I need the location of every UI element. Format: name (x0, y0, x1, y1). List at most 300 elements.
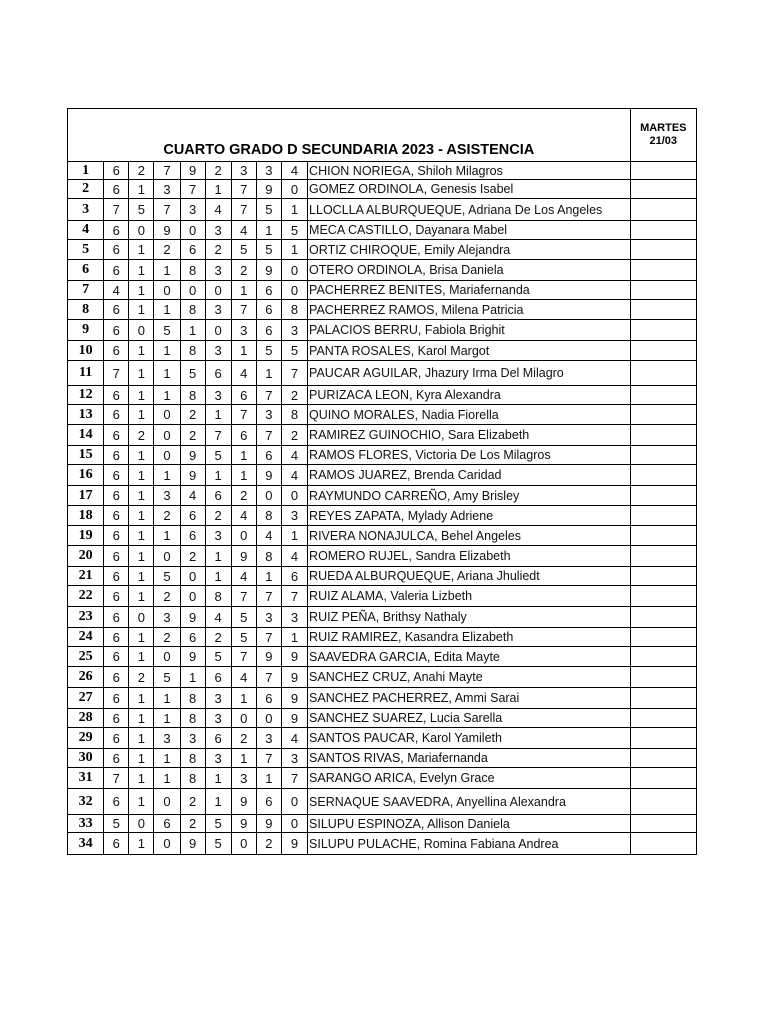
code-digit: 1 (231, 446, 256, 465)
code-digit: 1 (205, 180, 231, 199)
attendance-cell[interactable] (630, 667, 696, 688)
table-row (68, 199, 697, 221)
code-digit: 2 (205, 162, 231, 180)
code-digit: 1 (129, 361, 154, 386)
student-given-names: Shiloh Milagros (417, 163, 503, 178)
student-name (308, 281, 631, 300)
attendance-cell[interactable] (630, 320, 696, 341)
student-given-names: Anyellina Alexandra (456, 794, 566, 809)
code-digit: 9 (281, 688, 307, 709)
attendance-cell[interactable] (630, 688, 696, 709)
code-digit: 1 (129, 240, 154, 260)
attendance-cell[interactable] (630, 486, 696, 506)
attendance-cell[interactable] (630, 281, 696, 300)
student-name (308, 465, 631, 486)
code-digit: 5 (205, 815, 231, 833)
row-number: 7 (68, 281, 104, 300)
row-number: 28 (68, 709, 104, 728)
student-given-names: Edita Mayte (433, 649, 500, 664)
code-digit: 6 (281, 567, 307, 586)
student-name (308, 180, 631, 199)
code-digit: 7 (154, 162, 180, 180)
table-row (68, 506, 697, 526)
table-row (68, 240, 697, 260)
table-row (68, 728, 697, 749)
student-surname: RAMOS JUAREZ (309, 468, 407, 482)
code-digit: 5 (154, 320, 180, 341)
code-digit: 6 (180, 628, 205, 647)
code-digit: 1 (129, 341, 154, 361)
student-name (308, 728, 631, 749)
code-digit: 0 (256, 709, 281, 728)
name-separator: , (449, 794, 457, 809)
date-column-header (630, 109, 696, 162)
attendance-table (67, 108, 697, 855)
code-digit: 6 (104, 789, 129, 815)
code-digit: 0 (180, 567, 205, 586)
attendance-cell[interactable] (630, 386, 696, 405)
code-digit: 1 (154, 361, 180, 386)
student-name (308, 628, 631, 647)
code-digit: 7 (256, 667, 281, 688)
code-digit: 0 (154, 281, 180, 300)
attendance-cell[interactable] (630, 341, 696, 361)
code-digit: 7 (256, 628, 281, 647)
attendance-cell[interactable] (630, 628, 696, 647)
student-given-names: Valeria Lizbeth (390, 589, 473, 603)
code-digit: 0 (180, 586, 205, 607)
row-number: 30 (68, 749, 104, 768)
code-digit: 6 (104, 180, 129, 199)
code-digit: 5 (256, 341, 281, 361)
attendance-cell[interactable] (630, 180, 696, 199)
attendance-cell[interactable] (630, 162, 696, 180)
code-digit: 0 (154, 405, 180, 425)
table-row (68, 341, 697, 361)
attendance-cell[interactable] (630, 546, 696, 567)
code-digit: 9 (256, 465, 281, 486)
code-digit: 5 (154, 667, 180, 688)
name-separator: , (406, 468, 414, 482)
code-digit: 1 (129, 506, 154, 526)
code-digit: 0 (231, 833, 256, 855)
attendance-cell[interactable] (630, 361, 696, 386)
student-name (308, 789, 631, 815)
code-digit: 0 (154, 647, 180, 667)
student-surname: PACHERREZ BENITES (309, 283, 443, 297)
student-surname: PURIZACA LEON (309, 388, 410, 402)
name-separator: , (408, 448, 416, 462)
code-digit: 1 (256, 567, 281, 586)
code-digit: 3 (205, 749, 231, 768)
row-number: 2 (68, 180, 104, 199)
row-number: 4 (68, 221, 104, 240)
attendance-cell[interactable] (630, 506, 696, 526)
code-digit: 6 (104, 688, 129, 709)
code-digit: 2 (205, 628, 231, 647)
name-separator: , (447, 488, 454, 503)
code-digit: 3 (231, 162, 256, 180)
code-digit: 5 (205, 446, 231, 465)
student-given-names: Allison Daniela (427, 816, 510, 831)
code-digit: 0 (129, 815, 154, 833)
code-digit: 0 (281, 260, 307, 281)
code-digit: 7 (256, 749, 281, 768)
student-surname: ORTIZ CHIROQUE (309, 242, 418, 257)
code-digit: 9 (180, 833, 205, 855)
code-digit: 8 (180, 749, 205, 768)
attendance-cell[interactable] (630, 586, 696, 607)
code-digit: 1 (256, 768, 281, 789)
code-digit: 6 (180, 526, 205, 546)
code-digit: 3 (231, 320, 256, 341)
code-digit: 5 (281, 341, 307, 361)
attendance-cell[interactable] (630, 425, 696, 446)
table-row (68, 162, 697, 180)
code-digit: 8 (180, 768, 205, 789)
attendance-cell[interactable] (630, 526, 696, 546)
attendance-cell[interactable] (630, 405, 696, 425)
code-digit: 1 (180, 667, 205, 688)
code-digit: 1 (129, 728, 154, 749)
code-digit: 6 (180, 240, 205, 260)
code-digit: 1 (129, 647, 154, 667)
code-digit: 0 (281, 815, 307, 833)
code-digit: 0 (154, 425, 180, 446)
attendance-cell[interactable] (630, 709, 696, 728)
student-given-names: Amy Brisley (453, 488, 520, 503)
student-surname: REYES ZAPATA (309, 508, 401, 523)
table-row (68, 709, 697, 728)
code-digit: 1 (129, 546, 154, 567)
code-digit: 6 (104, 607, 129, 628)
code-digit: 1 (281, 628, 307, 647)
name-separator: , (442, 283, 450, 297)
code-digit: 1 (205, 567, 231, 586)
student-surname: MECA CASTILLO (309, 223, 409, 237)
code-digit: 2 (180, 789, 205, 815)
name-separator: , (416, 836, 424, 851)
code-digit: 1 (205, 789, 231, 815)
attendance-cell[interactable] (630, 833, 696, 855)
code-digit: 4 (104, 281, 129, 300)
student-name (308, 221, 631, 240)
code-digit: 3 (256, 728, 281, 749)
attendance-cell[interactable] (630, 260, 696, 281)
code-digit: 6 (104, 709, 129, 728)
code-digit: 2 (281, 386, 307, 405)
sheet-title-text: CUARTO GRADO D SECUNDARIA 2023 - ASISTENCIA (163, 142, 535, 158)
student-surname: SANTOS RIVAS (309, 751, 401, 765)
attendance-cell[interactable] (630, 768, 696, 789)
row-number: 11 (68, 361, 104, 386)
code-digit: 1 (154, 688, 180, 709)
row-number: 34 (68, 833, 104, 855)
code-digit: 1 (129, 789, 154, 815)
code-digit: 1 (129, 180, 154, 199)
student-name (308, 199, 631, 221)
code-digit: 0 (281, 789, 307, 815)
code-digit: 1 (129, 768, 154, 789)
code-digit: 9 (231, 546, 256, 567)
student-given-names: Lucia Sarella (429, 711, 503, 725)
code-digit: 1 (281, 240, 307, 260)
code-digit: 5 (129, 199, 154, 221)
table-row (68, 320, 697, 341)
code-digit: 8 (281, 300, 307, 320)
code-digit: 1 (205, 546, 231, 567)
student-name (308, 815, 631, 833)
name-separator: , (441, 428, 448, 442)
code-digit: 8 (180, 709, 205, 728)
code-digit: 3 (256, 607, 281, 628)
code-digit: 7 (104, 361, 129, 386)
code-digit: 9 (154, 221, 180, 240)
code-digit: 1 (129, 526, 154, 546)
code-digit: 5 (180, 361, 205, 386)
table-row (68, 688, 697, 709)
name-separator: , (400, 751, 408, 765)
attendance-cell[interactable] (630, 446, 696, 465)
code-digit: 3 (180, 199, 205, 221)
row-number: 26 (68, 667, 104, 688)
name-separator: , (408, 223, 416, 237)
code-digit: 7 (104, 768, 129, 789)
student-surname: SANCHEZ PACHERREZ (309, 691, 449, 705)
code-digit: 2 (231, 260, 256, 281)
student-surname: ROMERO RUJEL (309, 549, 409, 563)
code-digit: 4 (231, 506, 256, 526)
name-separator: , (400, 508, 408, 523)
code-digit: 1 (231, 341, 256, 361)
code-digit: 6 (256, 300, 281, 320)
student-given-names: Brisa Daniela (429, 263, 504, 277)
student-given-names: Fabiola Brighit (424, 323, 505, 337)
code-digit: 3 (281, 749, 307, 768)
table-row (68, 425, 697, 446)
student-name (308, 361, 631, 386)
code-digit: 5 (231, 628, 256, 647)
name-separator: , (414, 407, 422, 422)
code-digit: 7 (231, 199, 256, 221)
row-number: 1 (68, 162, 104, 180)
code-digit: 1 (129, 628, 154, 647)
student-surname: QUINO MORALES (309, 407, 415, 422)
student-surname: SANCHEZ CRUZ (309, 670, 407, 684)
code-digit: 1 (129, 465, 154, 486)
row-number: 15 (68, 446, 104, 465)
student-given-names: Evelyn Grace (419, 771, 495, 785)
code-digit: 1 (154, 709, 180, 728)
code-digit: 5 (231, 240, 256, 260)
student-given-names: Sara Elizabeth (447, 428, 530, 442)
code-digit: 7 (231, 300, 256, 320)
student-name (308, 486, 631, 506)
name-separator: , (397, 630, 405, 644)
code-digit: 6 (104, 667, 129, 688)
code-digit: 1 (256, 221, 281, 240)
code-digit: 1 (129, 749, 154, 768)
table-row (68, 607, 697, 628)
code-digit: 5 (256, 240, 281, 260)
code-digit: 6 (104, 446, 129, 465)
table-row (68, 586, 697, 607)
code-digit: 0 (129, 320, 154, 341)
table-row (68, 833, 697, 855)
code-digit: 1 (129, 300, 154, 320)
code-digit: 8 (256, 506, 281, 526)
code-digit: 7 (256, 386, 281, 405)
code-digit: 7 (180, 180, 205, 199)
attendance-cell[interactable] (630, 647, 696, 667)
code-digit: 4 (281, 728, 307, 749)
table-row (68, 815, 697, 833)
attendance-cell[interactable] (630, 728, 696, 749)
code-digit: 1 (129, 386, 154, 405)
code-digit: 1 (231, 465, 256, 486)
code-digit: 1 (129, 688, 154, 709)
code-digit: 2 (180, 546, 205, 567)
table-row (68, 486, 697, 506)
name-separator: , (461, 202, 469, 217)
code-digit: 9 (256, 180, 281, 199)
row-number: 13 (68, 405, 104, 425)
code-digit: 6 (104, 546, 129, 567)
code-digit: 2 (129, 425, 154, 446)
student-surname: SAAVEDRA GARCIA (309, 649, 427, 664)
student-name (308, 425, 631, 446)
code-digit: 1 (281, 526, 307, 546)
attendance-cell[interactable] (630, 300, 696, 320)
code-digit: 7 (281, 768, 307, 789)
row-number: 17 (68, 486, 104, 506)
student-given-names: Adriana De Los Angeles (468, 202, 603, 217)
code-digit: 6 (104, 386, 129, 405)
student-name (308, 607, 631, 628)
student-name (308, 446, 631, 465)
row-number: 9 (68, 320, 104, 341)
code-digit: 6 (256, 688, 281, 709)
table-row (68, 667, 697, 688)
code-digit: 6 (205, 728, 231, 749)
code-digit: 3 (154, 180, 180, 199)
code-digit: 2 (154, 506, 180, 526)
code-digit: 1 (154, 300, 180, 320)
name-separator: , (420, 816, 428, 831)
code-digit: 3 (205, 386, 231, 405)
code-digit: 6 (104, 260, 129, 281)
code-digit: 6 (104, 162, 129, 180)
student-given-names: Mariafernanda (407, 751, 488, 765)
code-digit: 0 (154, 833, 180, 855)
attendance-cell[interactable] (630, 607, 696, 628)
name-separator: , (375, 610, 383, 624)
code-digit: 1 (129, 486, 154, 506)
attendance-cell[interactable] (630, 789, 696, 815)
code-digit: 1 (281, 199, 307, 221)
sheet-title (68, 109, 631, 162)
table-row (68, 405, 697, 425)
code-digit: 3 (281, 320, 307, 341)
student-given-names: Ariana Jhuliedt (457, 569, 540, 583)
student-name (308, 749, 631, 768)
code-digit: 9 (256, 647, 281, 667)
code-digit: 7 (231, 647, 256, 667)
student-given-names: Victoria De Los Milagros (415, 448, 551, 462)
code-digit: 3 (256, 405, 281, 425)
student-surname: LLOCLLA ALBURQUEQUE (309, 202, 462, 217)
code-digit: 3 (205, 709, 231, 728)
code-digit: 6 (205, 361, 231, 386)
table-row (68, 749, 697, 768)
table-row (68, 647, 697, 667)
code-digit: 0 (231, 709, 256, 728)
name-separator: , (448, 691, 455, 705)
code-digit: 3 (231, 768, 256, 789)
table-row (68, 465, 697, 486)
name-separator: , (434, 528, 442, 543)
row-number: 24 (68, 628, 104, 647)
row-number: 27 (68, 688, 104, 709)
code-digit: 5 (256, 199, 281, 221)
code-digit: 3 (205, 526, 231, 546)
code-digit: 1 (129, 833, 154, 855)
code-digit: 1 (256, 361, 281, 386)
code-digit: 6 (205, 667, 231, 688)
code-digit: 8 (180, 341, 205, 361)
row-number: 25 (68, 647, 104, 667)
student-name (308, 300, 631, 320)
row-number: 3 (68, 199, 104, 221)
code-digit: 1 (129, 260, 154, 281)
code-digit: 5 (205, 833, 231, 855)
header-row (68, 109, 697, 162)
code-digit: 6 (231, 425, 256, 446)
student-name (308, 240, 631, 260)
code-digit: 6 (104, 486, 129, 506)
attendance-cell[interactable] (630, 815, 696, 833)
attendance-cell[interactable] (630, 199, 696, 221)
code-digit: 0 (205, 281, 231, 300)
code-digit: 1 (154, 386, 180, 405)
code-digit: 1 (129, 446, 154, 465)
code-digit: 1 (154, 260, 180, 281)
attendance-cell[interactable] (630, 221, 696, 240)
student-surname: RUIZ RAMIREZ (309, 630, 398, 644)
student-given-names: Karol Yamileth (421, 731, 502, 745)
code-digit: 3 (281, 506, 307, 526)
attendance-cell[interactable] (630, 465, 696, 486)
attendance-cell[interactable] (630, 749, 696, 768)
name-separator: , (383, 589, 391, 603)
student-given-names: Ammi Sarai (454, 691, 520, 705)
student-given-names: Brenda Caridad (413, 468, 502, 482)
attendance-cell[interactable] (630, 240, 696, 260)
code-digit: 6 (154, 815, 180, 833)
code-digit: 9 (231, 815, 256, 833)
code-digit: 2 (154, 586, 180, 607)
code-digit: 6 (104, 506, 129, 526)
row-number: 6 (68, 260, 104, 281)
name-separator: , (409, 388, 417, 402)
code-digit: 1 (205, 405, 231, 425)
code-digit: 9 (180, 446, 205, 465)
attendance-cell[interactable] (630, 567, 696, 586)
code-digit: 8 (205, 586, 231, 607)
student-surname: PANTA ROSALES (309, 343, 411, 358)
code-digit: 3 (180, 728, 205, 749)
row-number: 23 (68, 607, 104, 628)
